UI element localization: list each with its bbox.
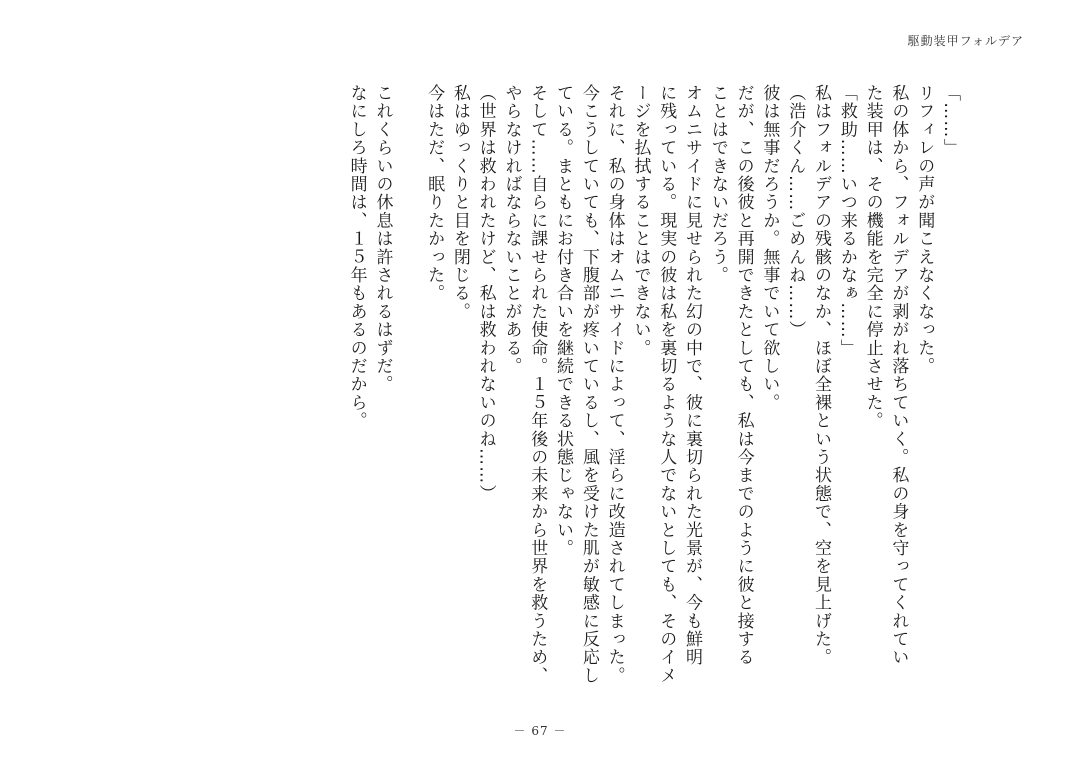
text-line: 彼は無事だろうか。無事でいて欲しい。 xyxy=(759,84,780,412)
text-line: オムニサイドに見せられた幻の中で、彼に裏切られた光景が、今も鮮明 xyxy=(682,84,703,667)
text-line: やらなければならないことがある。 xyxy=(501,84,522,376)
text-line: （浩介くん……ごめんね……） xyxy=(785,84,806,339)
text-line: それに、私の身体はオムニサイドによって、淫らに改造されてしまった。 xyxy=(604,84,625,685)
text-line: ージを払拭することはできない。 xyxy=(630,84,651,357)
text-line: 「……」 xyxy=(940,84,960,157)
text-line: 私の体から、フォルデアが剥がれ落ちていく。私の身を守ってくれてい xyxy=(888,84,909,667)
text-line: ことはできないだろう。 xyxy=(707,84,728,285)
running-header-title: 駆動装甲フォルデア xyxy=(907,34,1024,48)
text-line: これくらいの休息は許されるはずだ。 xyxy=(372,84,393,394)
text-line: 私はフォルデアの残骸のなか、ほぼ全裸という状態で、空を見上げた。 xyxy=(811,84,832,667)
text-line: 私はゆっくりと目を閉じる。 xyxy=(449,84,470,321)
text-line: だが、この後彼と再開できたとしても、私は今までのように彼と接する xyxy=(733,84,754,667)
text-line: リフィレの声が聞こえなくなった。 xyxy=(914,84,935,376)
blank-line xyxy=(394,84,420,704)
text-line: ている。まともにお付き合いを継続できる状態じゃない。 xyxy=(553,84,574,558)
vertical-text-body xyxy=(342,84,962,704)
text-line: そして……自らに課せられた使命。１５年後の未来から世界を救うため、 xyxy=(527,84,548,685)
text-line: 今こうしていても、下腹部が疼いているし、風を受けた肌が敏感に反応し xyxy=(578,84,599,685)
text-line: 「救助……いつ来るかなぁ……」 xyxy=(836,84,857,357)
text-line: に残っている。現実の彼は私を裏切るような人でないとしても、そのイメ xyxy=(656,84,677,685)
text-line: （世界は救われたけど、私は救われないのね……） xyxy=(475,84,496,503)
text-line: 今はただ、眠りたかった。 xyxy=(424,84,445,303)
text-line: なにしろ時間は、１５年もあるのだから。 xyxy=(346,84,367,430)
text-line: た装甲は、その機能を完全に停止させた。 xyxy=(862,84,883,430)
page-number: － 67 － xyxy=(513,724,567,738)
